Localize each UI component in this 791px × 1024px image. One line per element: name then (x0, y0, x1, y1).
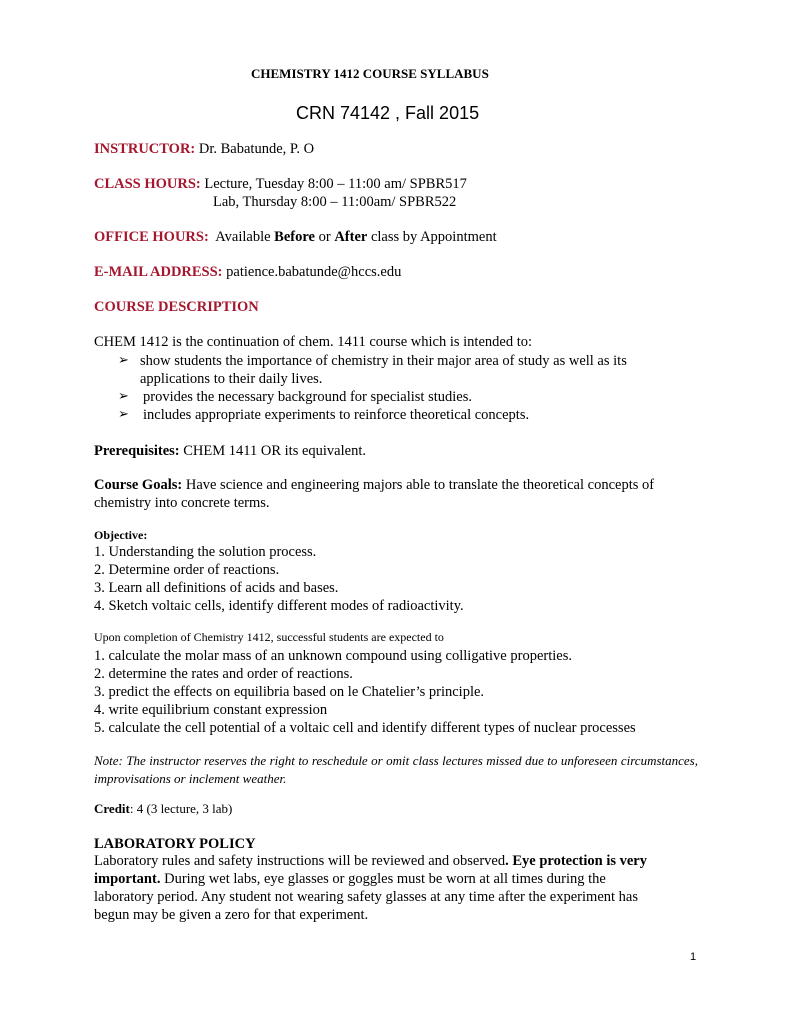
course-goals-text: Have science and engineering majors able to translate the theoretical concepts of (185, 477, 655, 493)
instructor-value: Dr. Babatunde, P. O (198, 141, 315, 157)
course-goals-label: Course Goals: (94, 477, 183, 493)
office-hours-post: class by Appointment (370, 229, 497, 245)
outcome-item-4: 4. write equilibrium constant expression (94, 702, 328, 718)
instructor-label: INSTRUCTOR: (94, 141, 196, 157)
objective-item-1: 1. Understanding the solution process. (94, 544, 317, 560)
email-label: E-MAIL ADDRESS: (94, 264, 223, 280)
page-number: 1 (690, 951, 697, 963)
arrow-bullet-icon: ➢ (118, 406, 129, 421)
lab-policy-heading: LABORATORY POLICY (94, 836, 256, 852)
arrow-bullet-icon: ➢ (118, 388, 129, 403)
lab-policy-line-4: begun may be given a zero for that experiment. (94, 907, 369, 923)
lab-policy-eye-protection: . Eye protection is very (505, 853, 647, 869)
email-value[interactable]: patience.babatunde@hccs.edu (226, 264, 402, 280)
credit-label: Credit (94, 801, 130, 816)
objective-item-2: 2. Determine order of reactions. (94, 562, 280, 578)
description-bullet-1: show students the importance of chemistry in their major area of study as well as its (140, 353, 627, 369)
credit-value: : 4 (3 lecture, 3 lab) (129, 801, 233, 816)
objective-item-3: 3. Learn all definitions of acids and bases. (94, 580, 339, 596)
class-hours-lab: Lab, Thursday 8:00 – 11:00am/ SPBR522 (213, 194, 457, 210)
course-description-intro: CHEM 1412 is the continuation of chem. 1411 course which is intended to: (94, 334, 533, 350)
prerequisites-line (94, 442, 366, 460)
class-hours-line (94, 175, 467, 193)
class-hours-lecture: Lecture, Tuesday 8:00 – 11:00 am/ SPBR517 (204, 176, 467, 192)
crn-line: CRN 74142 , Fall 2015 (296, 103, 480, 123)
description-bullet-1-cont: applications to their daily lives. (140, 371, 323, 387)
class-hours-label: CLASS HOURS: (94, 176, 201, 192)
course-goals-text-cont: chemistry into concrete terms. (94, 495, 270, 511)
instructor-line (94, 140, 314, 158)
credit-line (94, 801, 232, 817)
outcome-item-5: 5. calculate the cell potential of a voltaic cell and identify different types of nuclear processes (94, 720, 636, 736)
office-hours-before: Before (274, 229, 315, 245)
prerequisites-value: CHEM 1411 OR its equivalent. (183, 443, 366, 459)
prerequisites-label: Prerequisites: (94, 443, 180, 459)
lab-policy-line-1 (94, 852, 647, 870)
objective-item-4: 4. Sketch voltaic cells, identify different modes of radioactivity. (94, 598, 464, 614)
outcome-item-3: 3. predict the effects on equilibria based on le Chatelier’s principle. (94, 684, 485, 700)
email-line (94, 263, 401, 281)
document-title: CHEMISTRY 1412 COURSE SYLLABUS (251, 66, 489, 81)
description-bullet-3: includes appropriate experiments to reinforce theoretical concepts. (143, 407, 530, 423)
arrow-bullet-icon: ➢ (118, 352, 129, 367)
office-hours-label: OFFICE HOURS: (94, 229, 209, 245)
lab-policy-line-2 (94, 870, 606, 888)
office-hours-or: or (318, 229, 331, 245)
office-hours-line (94, 228, 497, 246)
course-goals-line (94, 476, 654, 494)
description-bullet-2: provides the necessary background for specialist studies. (143, 389, 472, 405)
outcome-item-1: 1. calculate the molar mass of an unknown compound using colligative properties. (94, 648, 572, 664)
outcome-item-2: 2. determine the rates and order of reactions. (94, 666, 353, 682)
instructor-note: Note: The instructor reserves the right to reschedule or omit class lectures missed due to unforeseen circumstances, improvisations or inclement weather. (94, 753, 698, 786)
lab-policy-line-3: laboratory period. Any student not wearing safety glasses at any time after the experiment has (94, 889, 638, 905)
lab-policy-line-2-text: During wet labs, eye glasses or goggles must be worn at all times during the (160, 871, 606, 887)
office-hours-after: After (334, 229, 368, 245)
office-hours-pre: Available (215, 229, 271, 245)
lab-policy-important: important. (94, 871, 161, 887)
outcomes-intro: Upon completion of Chemistry 1412, successful students are expected to (94, 630, 444, 644)
lab-policy-line-1-text: Laboratory rules and safety instructions will be reviewed and observed (94, 853, 506, 869)
objective-label: Objective: (94, 528, 148, 542)
course-description-heading: COURSE DESCRIPTION (94, 299, 259, 315)
